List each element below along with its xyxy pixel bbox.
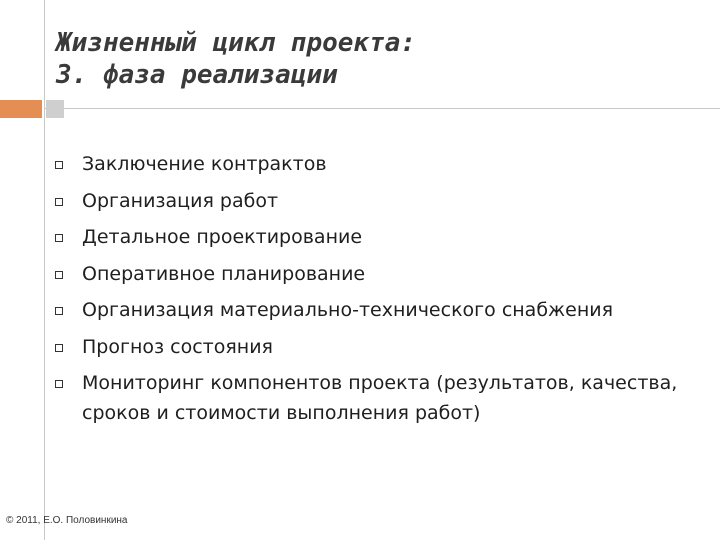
bullet-list bbox=[52, 149, 702, 435]
list-item-text: Детальное проектирование bbox=[82, 226, 363, 248]
vertical-divider bbox=[44, 0, 45, 540]
list-item-text: Организация материально-технического снабжения bbox=[82, 299, 614, 321]
list-item bbox=[52, 149, 702, 179]
square-bullet-icon bbox=[55, 234, 63, 242]
list-item bbox=[52, 186, 702, 216]
square-bullet-icon bbox=[55, 271, 63, 279]
square-bullet-icon bbox=[55, 344, 63, 352]
copyright-footer: © 2011, Е.О. Половинкина bbox=[6, 515, 128, 526]
accent-square bbox=[46, 100, 64, 118]
list-item bbox=[52, 222, 702, 252]
title-underline bbox=[44, 108, 720, 109]
square-bullet-icon bbox=[55, 307, 63, 315]
square-bullet-icon bbox=[55, 380, 63, 388]
title-line-2: 3. фаза реализации bbox=[56, 60, 338, 90]
list-item-text: Оперативное планирование bbox=[82, 262, 366, 285]
title-line-1: Жизненный цикл проекта: bbox=[56, 28, 417, 58]
list-item bbox=[52, 295, 702, 325]
slide-title bbox=[56, 27, 416, 91]
list-item bbox=[52, 332, 702, 362]
list-item-text: Организация работ bbox=[82, 189, 279, 212]
list-item-text: Мониторинг компонентов проекта (результатов, качества, сроков и стоимости выполнения работ) bbox=[82, 372, 678, 424]
list-item bbox=[52, 368, 702, 428]
list-item-text: Прогноз состояния bbox=[82, 335, 273, 358]
accent-bar bbox=[0, 100, 42, 118]
square-bullet-icon bbox=[55, 161, 63, 169]
list-item-text: Заключение контрактов bbox=[82, 153, 327, 175]
list-item bbox=[52, 259, 702, 289]
square-bullet-icon bbox=[55, 198, 63, 206]
